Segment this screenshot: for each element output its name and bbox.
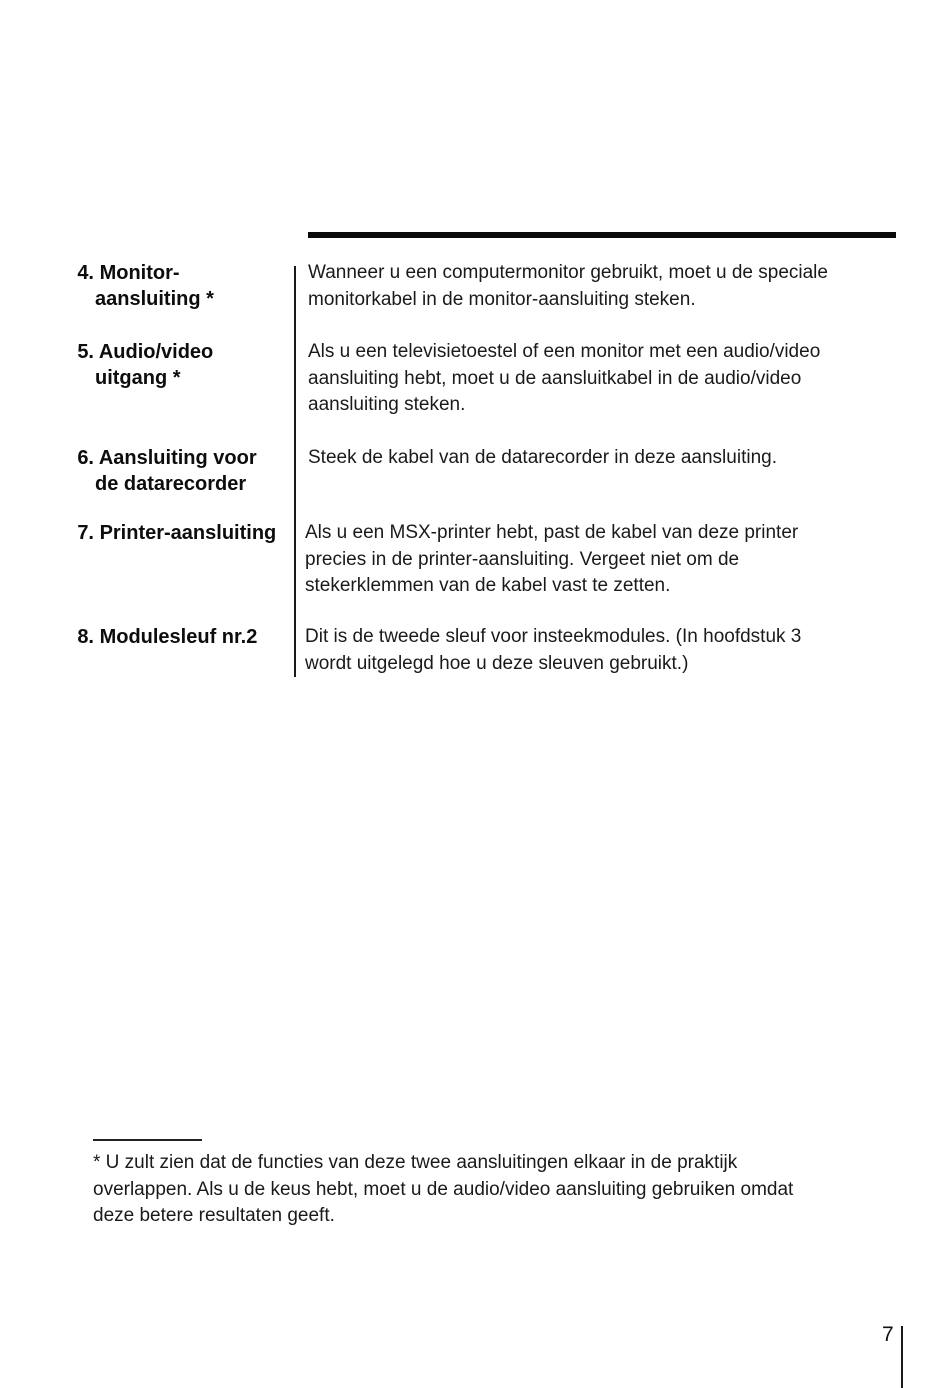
footnote-line: overlappen. Als u de keus hebt, moet u de audio/video aansluiting gebruiken omdat xyxy=(93,1178,794,1200)
entry-title-line1: Monitor- xyxy=(99,262,180,284)
description-line: Als u een televisietoestel of een monitor met een audio/video xyxy=(308,341,821,362)
description-line: wordt uitgelegd hoe u deze sleuven gebruikt.) xyxy=(305,652,689,674)
footnote-line: deze betere resultaten geeft. xyxy=(93,1205,335,1226)
entry-label xyxy=(66,520,292,546)
entry-number: 7. xyxy=(77,522,94,544)
entry-description xyxy=(308,445,893,472)
entry-title-line1: Aansluiting voor xyxy=(98,447,257,469)
entry-number: 6. xyxy=(77,447,94,469)
description-line: aansluiting hebt, moet u de aansluitkabel in de audio/video xyxy=(308,367,802,389)
entry-label xyxy=(66,339,292,391)
section-top-rule xyxy=(308,232,896,238)
entry-title-line2: uitgang * xyxy=(95,367,181,389)
entry-description xyxy=(305,624,890,677)
entry-label xyxy=(66,260,292,312)
description-line: Wanneer u een computermonitor gebruikt, moet u de speciale xyxy=(308,262,828,283)
page-number-rule xyxy=(901,1326,903,1388)
footnote-rule xyxy=(93,1139,202,1141)
description-line: Dit is de tweede sleuf voor insteekmodules. (In hoofdstuk 3 xyxy=(305,626,802,647)
entry-title-line1: Modulesleuf nr.2 xyxy=(99,626,258,648)
entry-description xyxy=(305,520,890,600)
column-divider xyxy=(294,266,296,677)
entry-title-line1: Printer-aansluiting xyxy=(99,522,277,544)
description-line: precies in de printer-aansluiting. Vergeet niet om de xyxy=(305,548,740,570)
description-line: aansluiting steken. xyxy=(308,394,466,415)
description-line: Als u een MSX-printer hebt, past de kabel van deze printer xyxy=(305,522,799,543)
description-line: stekerklemmen van de kabel vast te zetten. xyxy=(305,575,671,596)
entry-number: 8. xyxy=(77,626,94,648)
entry-description xyxy=(308,260,893,313)
footnote xyxy=(93,1150,893,1230)
page-number: 7 xyxy=(882,1323,894,1346)
description-line: monitorkabel in de monitor-aansluiting steken. xyxy=(308,288,696,310)
footnote-line: * U zult zien dat de functies van deze twee aansluitingen elkaar in de praktijk xyxy=(93,1152,738,1173)
entry-label xyxy=(66,445,292,497)
entry-number: 4. xyxy=(77,262,94,284)
entry-label xyxy=(66,624,292,650)
entry-title-line1: Audio/video xyxy=(98,341,214,363)
entry-title-line2: de datarecorder xyxy=(95,473,247,495)
entry-number: 5. xyxy=(77,341,94,363)
description-line: Steek de kabel van de datarecorder in deze aansluiting. xyxy=(308,447,777,468)
entry-title-line2: aansluiting * xyxy=(95,288,214,310)
entry-description xyxy=(308,339,893,419)
